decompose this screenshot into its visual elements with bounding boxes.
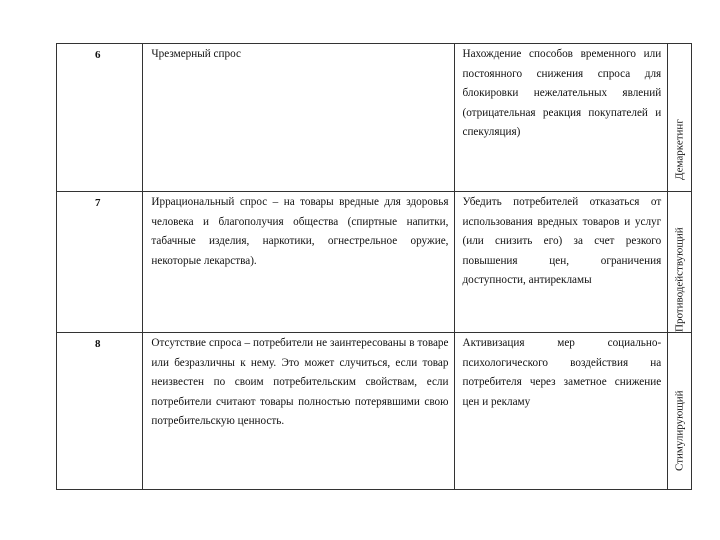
table-row bbox=[57, 333, 692, 490]
demand-state-text: Отсутствие спроса – потребители не заинтересованы в товаре или безразличны к нему. Это может случиться, если товар неизвестен по своим потребительским свойствам, если потребители считают товары полностью потерявшими свою потребительскую ценность. bbox=[151, 337, 449, 428]
marketing-task-text: Активизация мер социально-психологического воздействия на потребителя через заметное снижение цен и рекламу bbox=[462, 337, 662, 408]
marketing-task-cell bbox=[455, 44, 668, 192]
row-number-cell bbox=[57, 333, 143, 490]
marketing-types-table bbox=[56, 43, 692, 490]
row-number: 8 bbox=[94, 338, 101, 350]
row-number-cell bbox=[57, 192, 143, 333]
marketing-type-cell bbox=[668, 333, 692, 490]
demand-state-cell bbox=[143, 192, 455, 333]
demand-state-cell bbox=[143, 333, 455, 490]
row-number: 7 bbox=[94, 197, 101, 209]
row-number: 6 bbox=[94, 49, 101, 61]
marketing-task-text: Убедить потребителей отказаться от использования вредных товаров и услуг (или снизить его) за счет резкого повышения цен, ограничения доступности, антирекламы bbox=[462, 196, 662, 287]
demand-state-cell bbox=[143, 44, 455, 192]
marketing-type-label: Стимулирующий bbox=[673, 390, 686, 471]
demand-state-text: Чрезмерный спрос bbox=[151, 48, 241, 60]
marketing-type-label: Противодействующий bbox=[673, 227, 686, 332]
table-row bbox=[57, 192, 692, 333]
demand-state-text: Иррациональный спрос – на товары вредные для здоровья человека и благополучия общества (спиртные напитки, табачные изделия, наркотики, огнестрельное оружие, некоторые лекарства). bbox=[151, 196, 449, 267]
marketing-task-text: Нахождение способов временного или постоянного снижения спроса для блокировки нежелательных явлений (отрицательная реакция покупателей и спекуляция) bbox=[462, 48, 662, 139]
marketing-type-cell bbox=[668, 192, 692, 333]
row-number-cell bbox=[57, 44, 143, 192]
marketing-task-cell bbox=[455, 333, 668, 490]
marketing-type-label: Демаркетинг bbox=[673, 118, 686, 180]
marketing-type-cell bbox=[668, 44, 692, 192]
table-row bbox=[57, 44, 692, 192]
marketing-task-cell bbox=[455, 192, 668, 333]
